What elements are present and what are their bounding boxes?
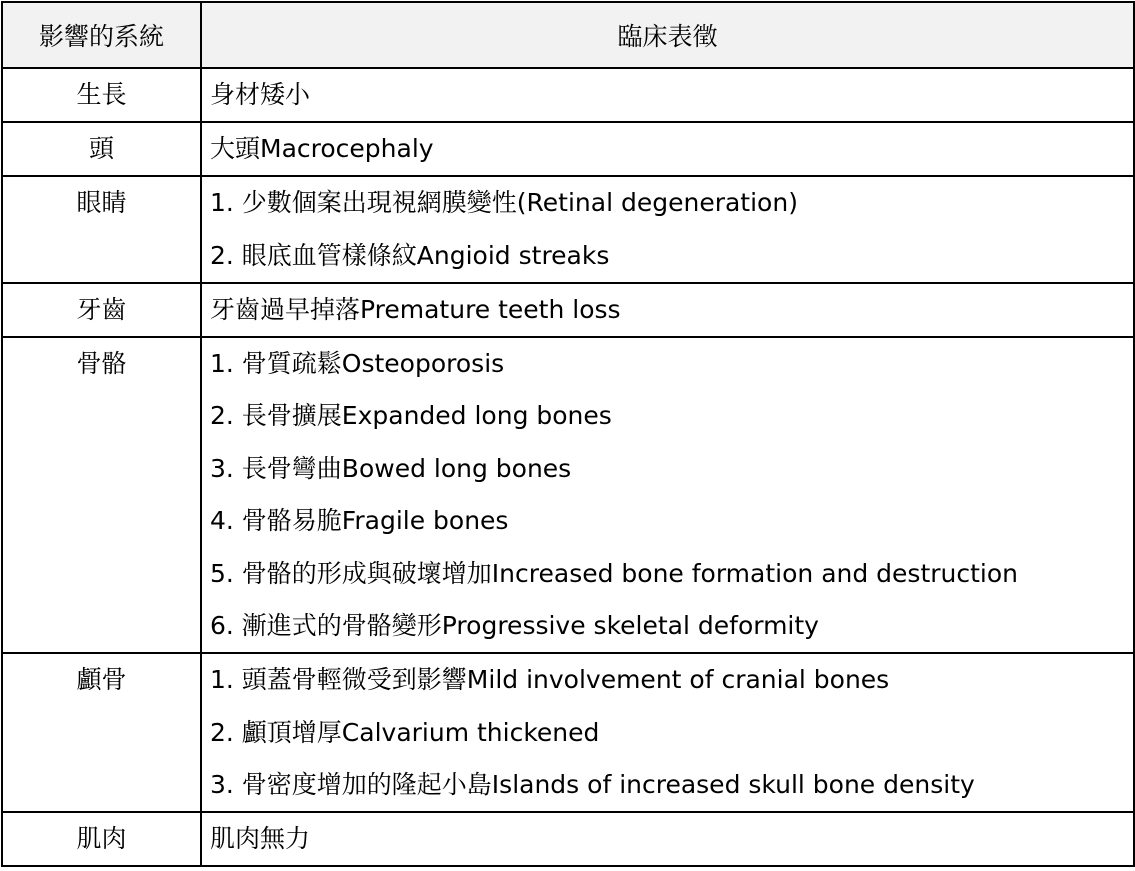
manifestation-item: 身材矮小 xyxy=(210,80,311,109)
manifestation-item: 1. 少數個案出現視網膜變性(Retinal degeneration) xyxy=(210,188,798,217)
manifestation-item: 大頭Macrocephaly xyxy=(210,134,434,163)
manifestation-item: 3. 長骨彎曲Bowed long bones xyxy=(210,453,572,483)
table-row xyxy=(2,812,1134,866)
manifestation-item: 2. 長骨擴展Expanded long bones xyxy=(210,401,612,430)
manifestation-item: 1. 頭蓋骨輕微受到影響Mild involvement of cranial bones xyxy=(210,665,890,694)
system-cell xyxy=(2,653,201,812)
system-label: 骨骼 xyxy=(76,348,127,378)
manifestation-item: 1. 骨質疏鬆Osteoporosis xyxy=(210,348,505,378)
manifestation-item: 肌肉無力 xyxy=(210,824,311,853)
manifestation-item: 3. 骨密度增加的隆起小島Islands of increased skull bone density xyxy=(210,770,975,799)
manifestation-cell xyxy=(201,283,1134,337)
table-row xyxy=(2,653,1134,812)
manifestation-item: 6. 漸進式的骨骼變形Progressive skeletal deformity xyxy=(210,611,819,640)
system-cell xyxy=(2,122,201,176)
system-label: 肌肉 xyxy=(76,824,127,853)
manifestation-cell xyxy=(201,122,1134,176)
system-label: 顱骨 xyxy=(76,665,127,694)
manifestation-cell xyxy=(201,176,1134,283)
header-row xyxy=(2,2,1134,68)
system-cell xyxy=(2,812,201,866)
manifestation-cell xyxy=(201,68,1134,122)
manifestation-item: 2. 顱頂增厚Calvarium thickened xyxy=(210,717,600,747)
header-clinical-manifestations: 臨床表徵 xyxy=(201,2,1134,68)
system-label: 牙齒 xyxy=(76,294,127,324)
table-row xyxy=(2,337,1134,654)
manifestation-item: 4. 骨骼易脆Fragile bones xyxy=(210,506,509,535)
system-cell xyxy=(2,176,201,283)
table-row xyxy=(2,283,1134,337)
table-row xyxy=(2,176,1134,283)
system-label: 眼睛 xyxy=(76,188,127,217)
manifestation-item: 2. 眼底血管樣條紋Angioid streaks xyxy=(210,240,610,270)
header-affected-system: 影響的系統 xyxy=(2,2,201,68)
system-cell xyxy=(2,68,201,122)
manifestation-item: 牙齒過早掉落Premature teeth loss xyxy=(210,294,621,324)
system-label: 頭 xyxy=(88,134,114,163)
manifestation-item: 5. 骨骼的形成與破壞增加Increased bone formation and destruction xyxy=(210,558,1019,588)
system-cell xyxy=(2,283,201,337)
system-label: 生長 xyxy=(76,80,127,109)
table-row xyxy=(2,122,1134,176)
clinical-manifestations-table xyxy=(1,1,1135,867)
manifestation-cell xyxy=(201,812,1134,866)
manifestation-cell xyxy=(201,337,1134,654)
manifestation-cell xyxy=(201,653,1134,812)
table-row xyxy=(2,68,1134,122)
system-cell xyxy=(2,337,201,654)
